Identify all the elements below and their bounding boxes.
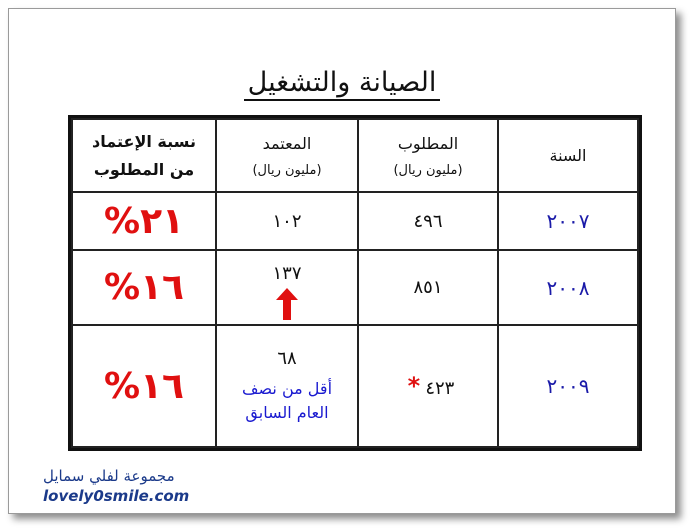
header-required xyxy=(358,119,498,192)
ratio-cell xyxy=(72,325,216,447)
approved-value: ١٠٢ xyxy=(272,210,302,232)
header-year-label: السنة xyxy=(549,146,587,165)
year-value: ٢٠٠٨ xyxy=(546,275,590,300)
slide-title: الصيانة والتشغيل xyxy=(244,67,441,101)
header-ratio-line1: نسبة الإعتماد xyxy=(92,131,196,151)
header-row xyxy=(72,119,638,192)
ratio-cell xyxy=(72,250,216,325)
watermark-arabic: مجموعة لفلي سمايل xyxy=(43,467,175,485)
table-row xyxy=(72,250,638,325)
approved-cell xyxy=(216,192,358,250)
year-value: ٢٠٠٧ xyxy=(546,209,590,233)
header-required-unit: (مليون ريال) xyxy=(393,162,463,178)
approved-cell xyxy=(216,325,358,447)
header-approved xyxy=(216,119,358,192)
header-approved-unit: (مليون ريال) xyxy=(252,162,322,178)
asterisk-marker: * xyxy=(407,372,421,400)
approved-value: ١٣٧ xyxy=(272,263,302,284)
table-row xyxy=(72,325,638,447)
approved-value: ٦٨ xyxy=(277,347,297,369)
year-cell xyxy=(498,192,638,250)
header-ratio-line2: من المطلوب xyxy=(93,159,195,179)
required-value: ٤٢٣ xyxy=(425,378,455,399)
required-value: ٨٥١ xyxy=(413,277,443,298)
approved-note xyxy=(217,377,357,425)
header-required-label: المطلوب xyxy=(397,133,459,153)
approved-note-line2: العام السابق xyxy=(245,402,329,422)
required-value: ٤٩٦ xyxy=(413,210,443,232)
header-ratio xyxy=(72,119,216,192)
site-watermark xyxy=(43,467,189,505)
ratio-cell xyxy=(72,192,216,250)
header-year xyxy=(498,119,638,192)
required-cell xyxy=(358,325,498,447)
year-value: ٢٠٠٩ xyxy=(546,374,590,398)
year-cell xyxy=(498,325,638,447)
budget-table xyxy=(71,118,639,448)
approved-cell xyxy=(216,250,358,325)
required-cell xyxy=(358,250,498,325)
header-approved-label: المعتمد xyxy=(262,133,312,153)
slide-title-wrap xyxy=(9,67,675,98)
approved-note-line1: أقل من نصف xyxy=(241,378,333,398)
year-cell xyxy=(498,250,638,325)
required-cell xyxy=(358,192,498,250)
ratio-value: ١٦% xyxy=(103,365,185,407)
table-row xyxy=(72,192,638,250)
up-arrow-icon xyxy=(276,288,298,320)
ratio-value: ٢١% xyxy=(103,200,185,242)
ratio-value: ١٦% xyxy=(103,267,185,308)
slide-frame xyxy=(8,8,676,514)
watermark-url: lovely0smile.com xyxy=(43,487,190,505)
